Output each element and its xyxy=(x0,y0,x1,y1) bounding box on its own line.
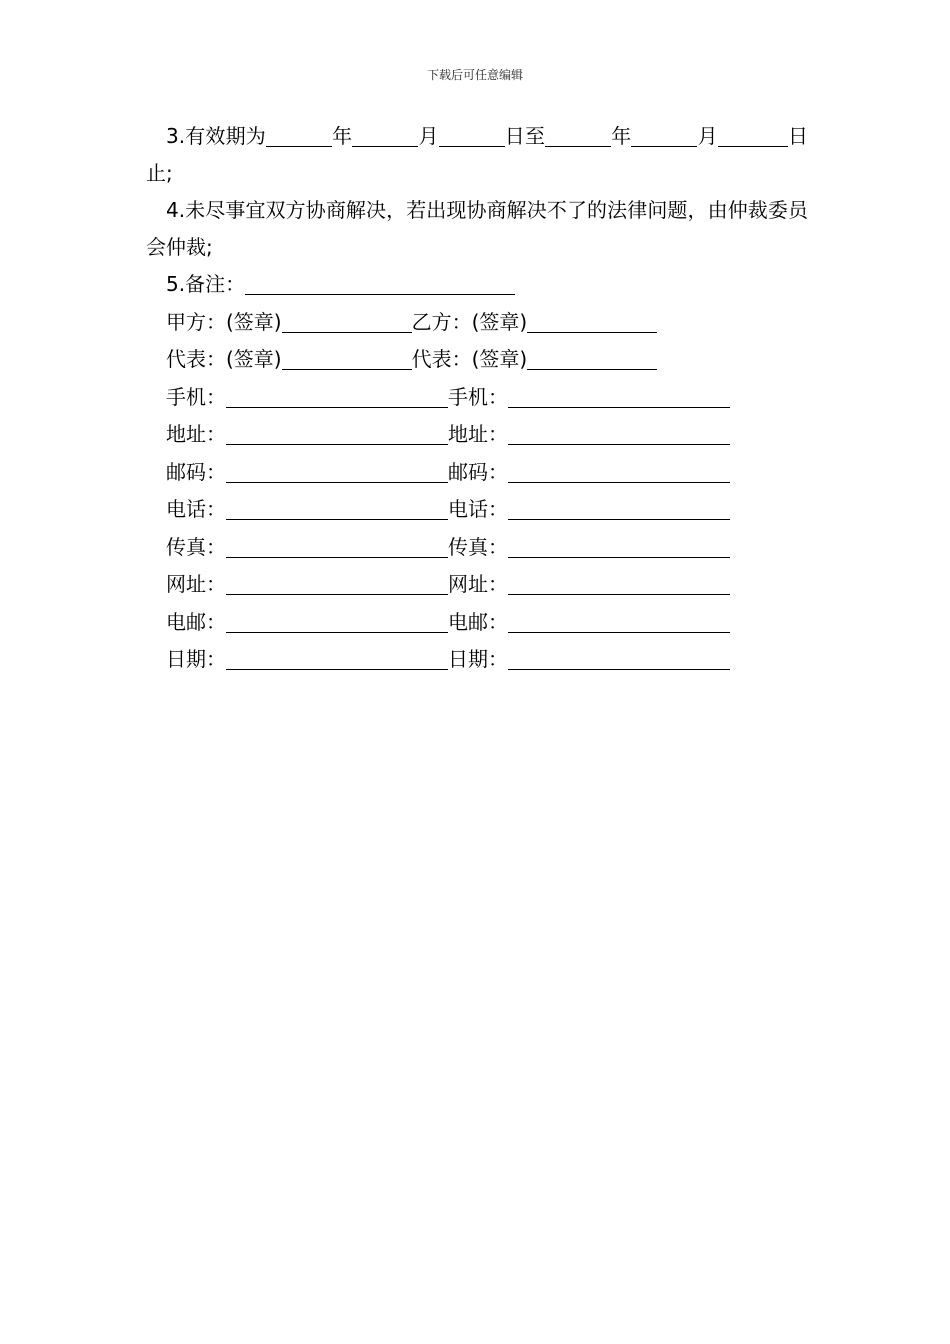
field-blank[interactable] xyxy=(508,570,730,595)
unit-year-end: 年 xyxy=(611,124,632,148)
field-blank[interactable] xyxy=(226,608,448,633)
party-a-blank[interactable] xyxy=(282,308,412,333)
sig-row-rep xyxy=(146,341,808,379)
blank-start-day[interactable] xyxy=(439,122,505,147)
field-blank[interactable] xyxy=(508,645,730,670)
field-blank[interactable] xyxy=(226,458,448,483)
field-blank[interactable] xyxy=(226,495,448,520)
page-header: 下载后可任意编辑 xyxy=(426,68,523,82)
unit-year: 年 xyxy=(331,124,353,148)
field-label: 电邮： xyxy=(166,609,226,634)
field-blank[interactable] xyxy=(226,645,448,670)
field-label: 网址： xyxy=(166,572,226,596)
field-row-email xyxy=(146,604,808,642)
rep-b-blank[interactable] xyxy=(527,345,657,370)
field-label: 邮码： xyxy=(448,459,508,484)
blank-end-year[interactable] xyxy=(545,122,611,147)
clause-3-prefix: 3.有效期为 xyxy=(166,124,266,148)
field-blank[interactable] xyxy=(226,383,448,408)
field-label: 日期： xyxy=(448,647,508,671)
field-blank[interactable] xyxy=(508,420,730,445)
blank-start-month[interactable] xyxy=(352,122,418,147)
party-b-blank[interactable] xyxy=(527,308,657,333)
clause-5 xyxy=(146,266,808,304)
field-label: 传真： xyxy=(166,534,226,559)
blank-end-month[interactable] xyxy=(631,122,697,147)
clause-3 xyxy=(146,118,808,192)
field-blank[interactable] xyxy=(226,533,448,558)
field-blank[interactable] xyxy=(508,533,730,558)
field-row-date xyxy=(146,641,808,679)
unit-month-end: 月 xyxy=(697,124,718,148)
unit-day-to: 日至 xyxy=(504,124,546,148)
field-label: 电话： xyxy=(448,497,508,521)
field-row-postcode xyxy=(146,454,808,492)
field-blank[interactable] xyxy=(508,458,730,483)
field-blank[interactable] xyxy=(226,570,448,595)
field-label: 电话： xyxy=(166,497,226,521)
document-body xyxy=(146,118,808,679)
field-label: 地址： xyxy=(448,422,508,446)
rep-a-label: 代表：(签章) xyxy=(166,347,282,371)
field-label: 电邮： xyxy=(448,609,508,634)
field-blank[interactable] xyxy=(226,420,448,445)
party-b-label: 乙方：(签章) xyxy=(411,309,528,334)
field-row-website xyxy=(146,566,808,604)
field-label: 日期： xyxy=(166,647,226,671)
rep-a-blank[interactable] xyxy=(282,345,412,370)
field-blank[interactable] xyxy=(508,495,730,520)
party-a-label: 甲方：(签章) xyxy=(166,309,282,334)
field-label: 传真： xyxy=(448,534,508,559)
clause-4: 4.未尽事宜双方协商解决，若出现协商解决不了的法律问题，由仲裁委员会仲裁; xyxy=(146,198,808,259)
field-label: 网址： xyxy=(448,572,508,596)
field-label: 手机： xyxy=(166,384,226,409)
field-row-fax xyxy=(146,529,808,567)
field-blank[interactable] xyxy=(508,608,730,633)
field-label: 邮码： xyxy=(166,459,226,484)
field-label: 手机： xyxy=(448,384,508,409)
blank-end-day[interactable] xyxy=(718,122,788,147)
unit-day-end: 日止; xyxy=(146,124,808,185)
remark-blank[interactable] xyxy=(245,270,515,295)
field-label: 地址： xyxy=(166,422,226,446)
blank-start-year[interactable] xyxy=(266,122,332,147)
field-row-phone xyxy=(146,491,808,529)
sig-row-party xyxy=(146,304,808,342)
unit-month: 月 xyxy=(418,124,439,148)
field-row-address xyxy=(146,416,808,454)
clause-5-label: 5.备注： xyxy=(166,272,246,296)
field-blank[interactable] xyxy=(508,383,730,408)
rep-b-label: 代表：(签章) xyxy=(411,347,528,371)
field-row-mobile xyxy=(146,379,808,417)
